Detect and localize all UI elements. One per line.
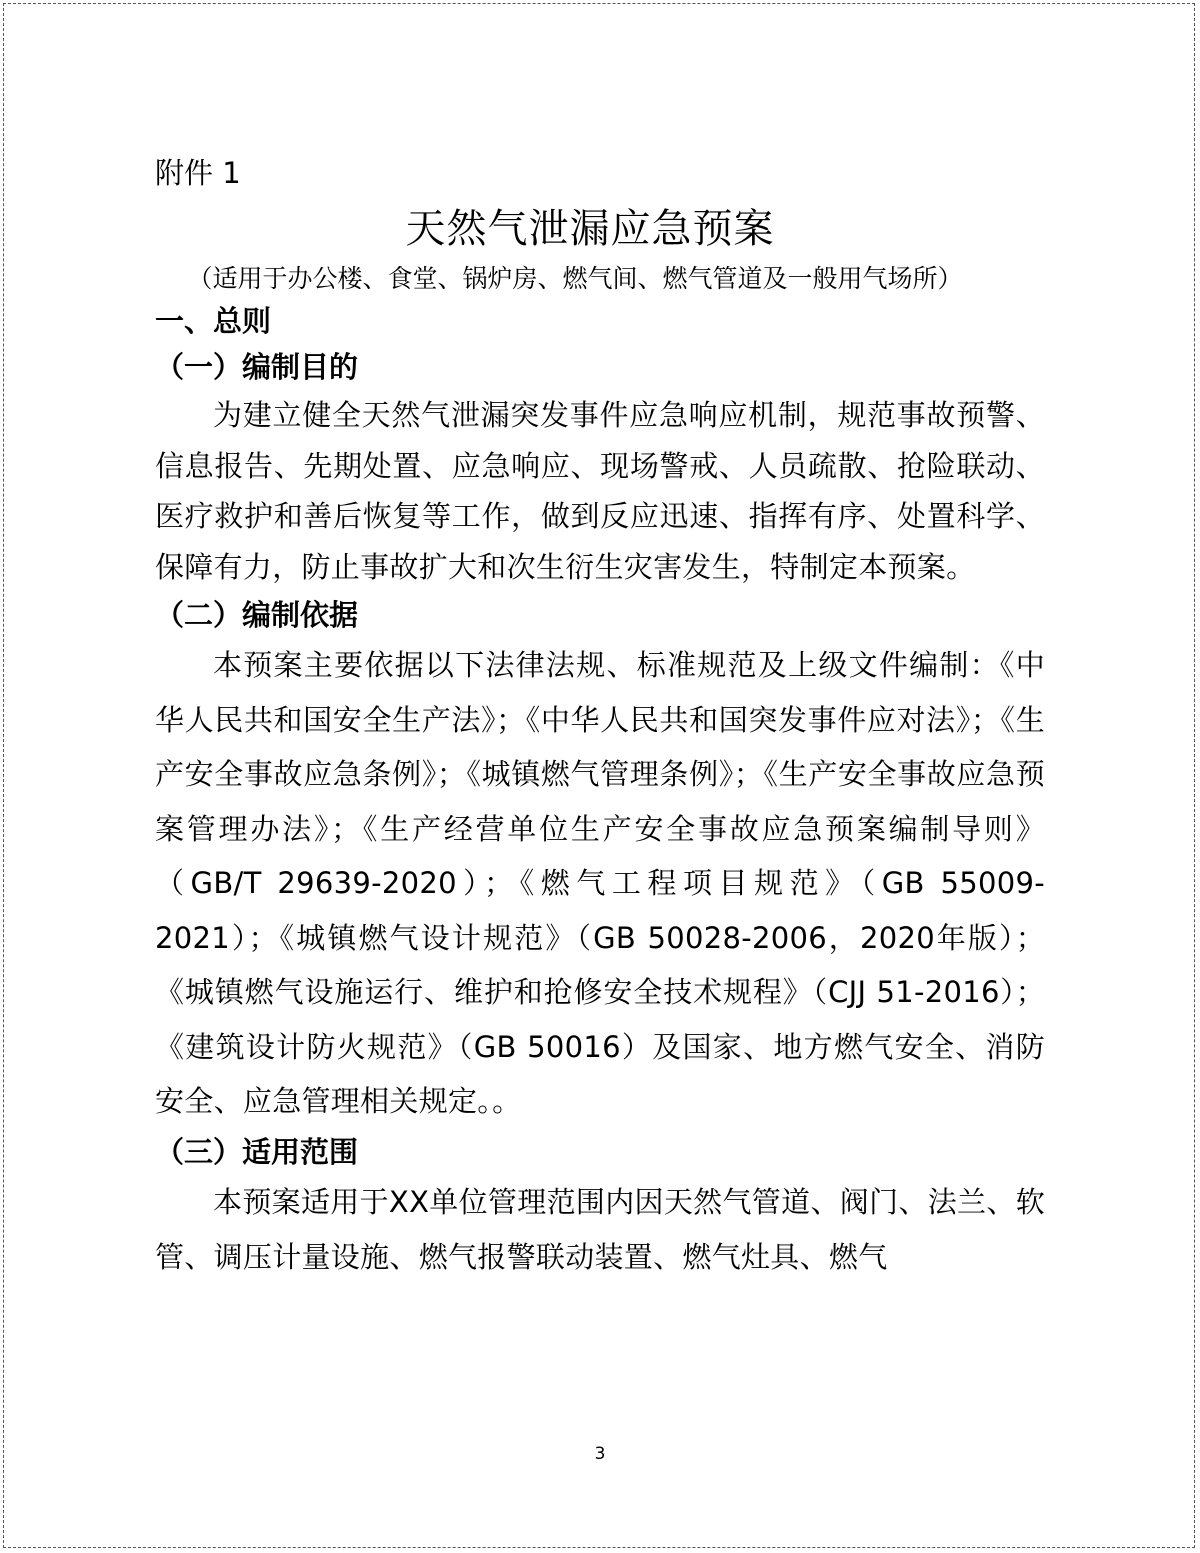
document-subtitle: （适用于办公楼、食堂、锅炉房、燃气间、燃气管道及一般用气场所） [187,264,963,293]
section-heading-general: 一、总则 [155,304,272,338]
page-number: 3 [594,1444,606,1464]
paragraph-scope: 本预案适用于XX单位管理范围内因天然气管道、阀门、法兰、软管、调压计量设施、燃气报警联动装置、燃气灶具、燃气 [155,1184,1045,1274]
document-body [155,148,1045,1285]
subsection-heading-purpose: （一）编制目的 [155,350,359,384]
subsection-heading-scope: （三）适用范围 [155,1134,359,1169]
document-title: 天然气泄漏应急预案 [405,206,775,252]
paragraph-purpose: 为建立健全天然气泄漏突发事件应急响应机制，规范事故预警、信息报告、先期处置、应急响应、现场警戒、人员疏散、抢险联动、医疗救护和善后恢复等工作，做到反应迅速、指挥有序、处置科学、保障有力，防止事故扩大和次生衍生灾害发生，特制定本预案。 [155,398,1045,584]
paragraph-basis: 本预案主要依据以下法律法规、标准规范及上级文件编制：《中华人民共和国安全生产法》；《中华人民共和国突发事件应对法》；《生产安全事故应急条例》；《城镇燃气管理条例》；《生产安全事故应急预案管理办法》；《生产经营单位生产安全事故应急预案编制导则》（GB/T 29639-2020）；《燃气工程项目规范》（GB 55009-2021）；《城镇燃气设计规范》（GB 50028-2006，2020年版）；《城镇燃气设施运行、维护和抢修安全技术规程》（CJJ 51-2016）；《建筑设计防火规范》（GB 50016）及国家、地方燃气安全、消防安全、应急管理相关规定。。 [155,648,1045,1118]
subsection-heading-basis: （二）编制依据 [155,598,359,632]
attachment-label: 附件 1 [155,156,241,190]
